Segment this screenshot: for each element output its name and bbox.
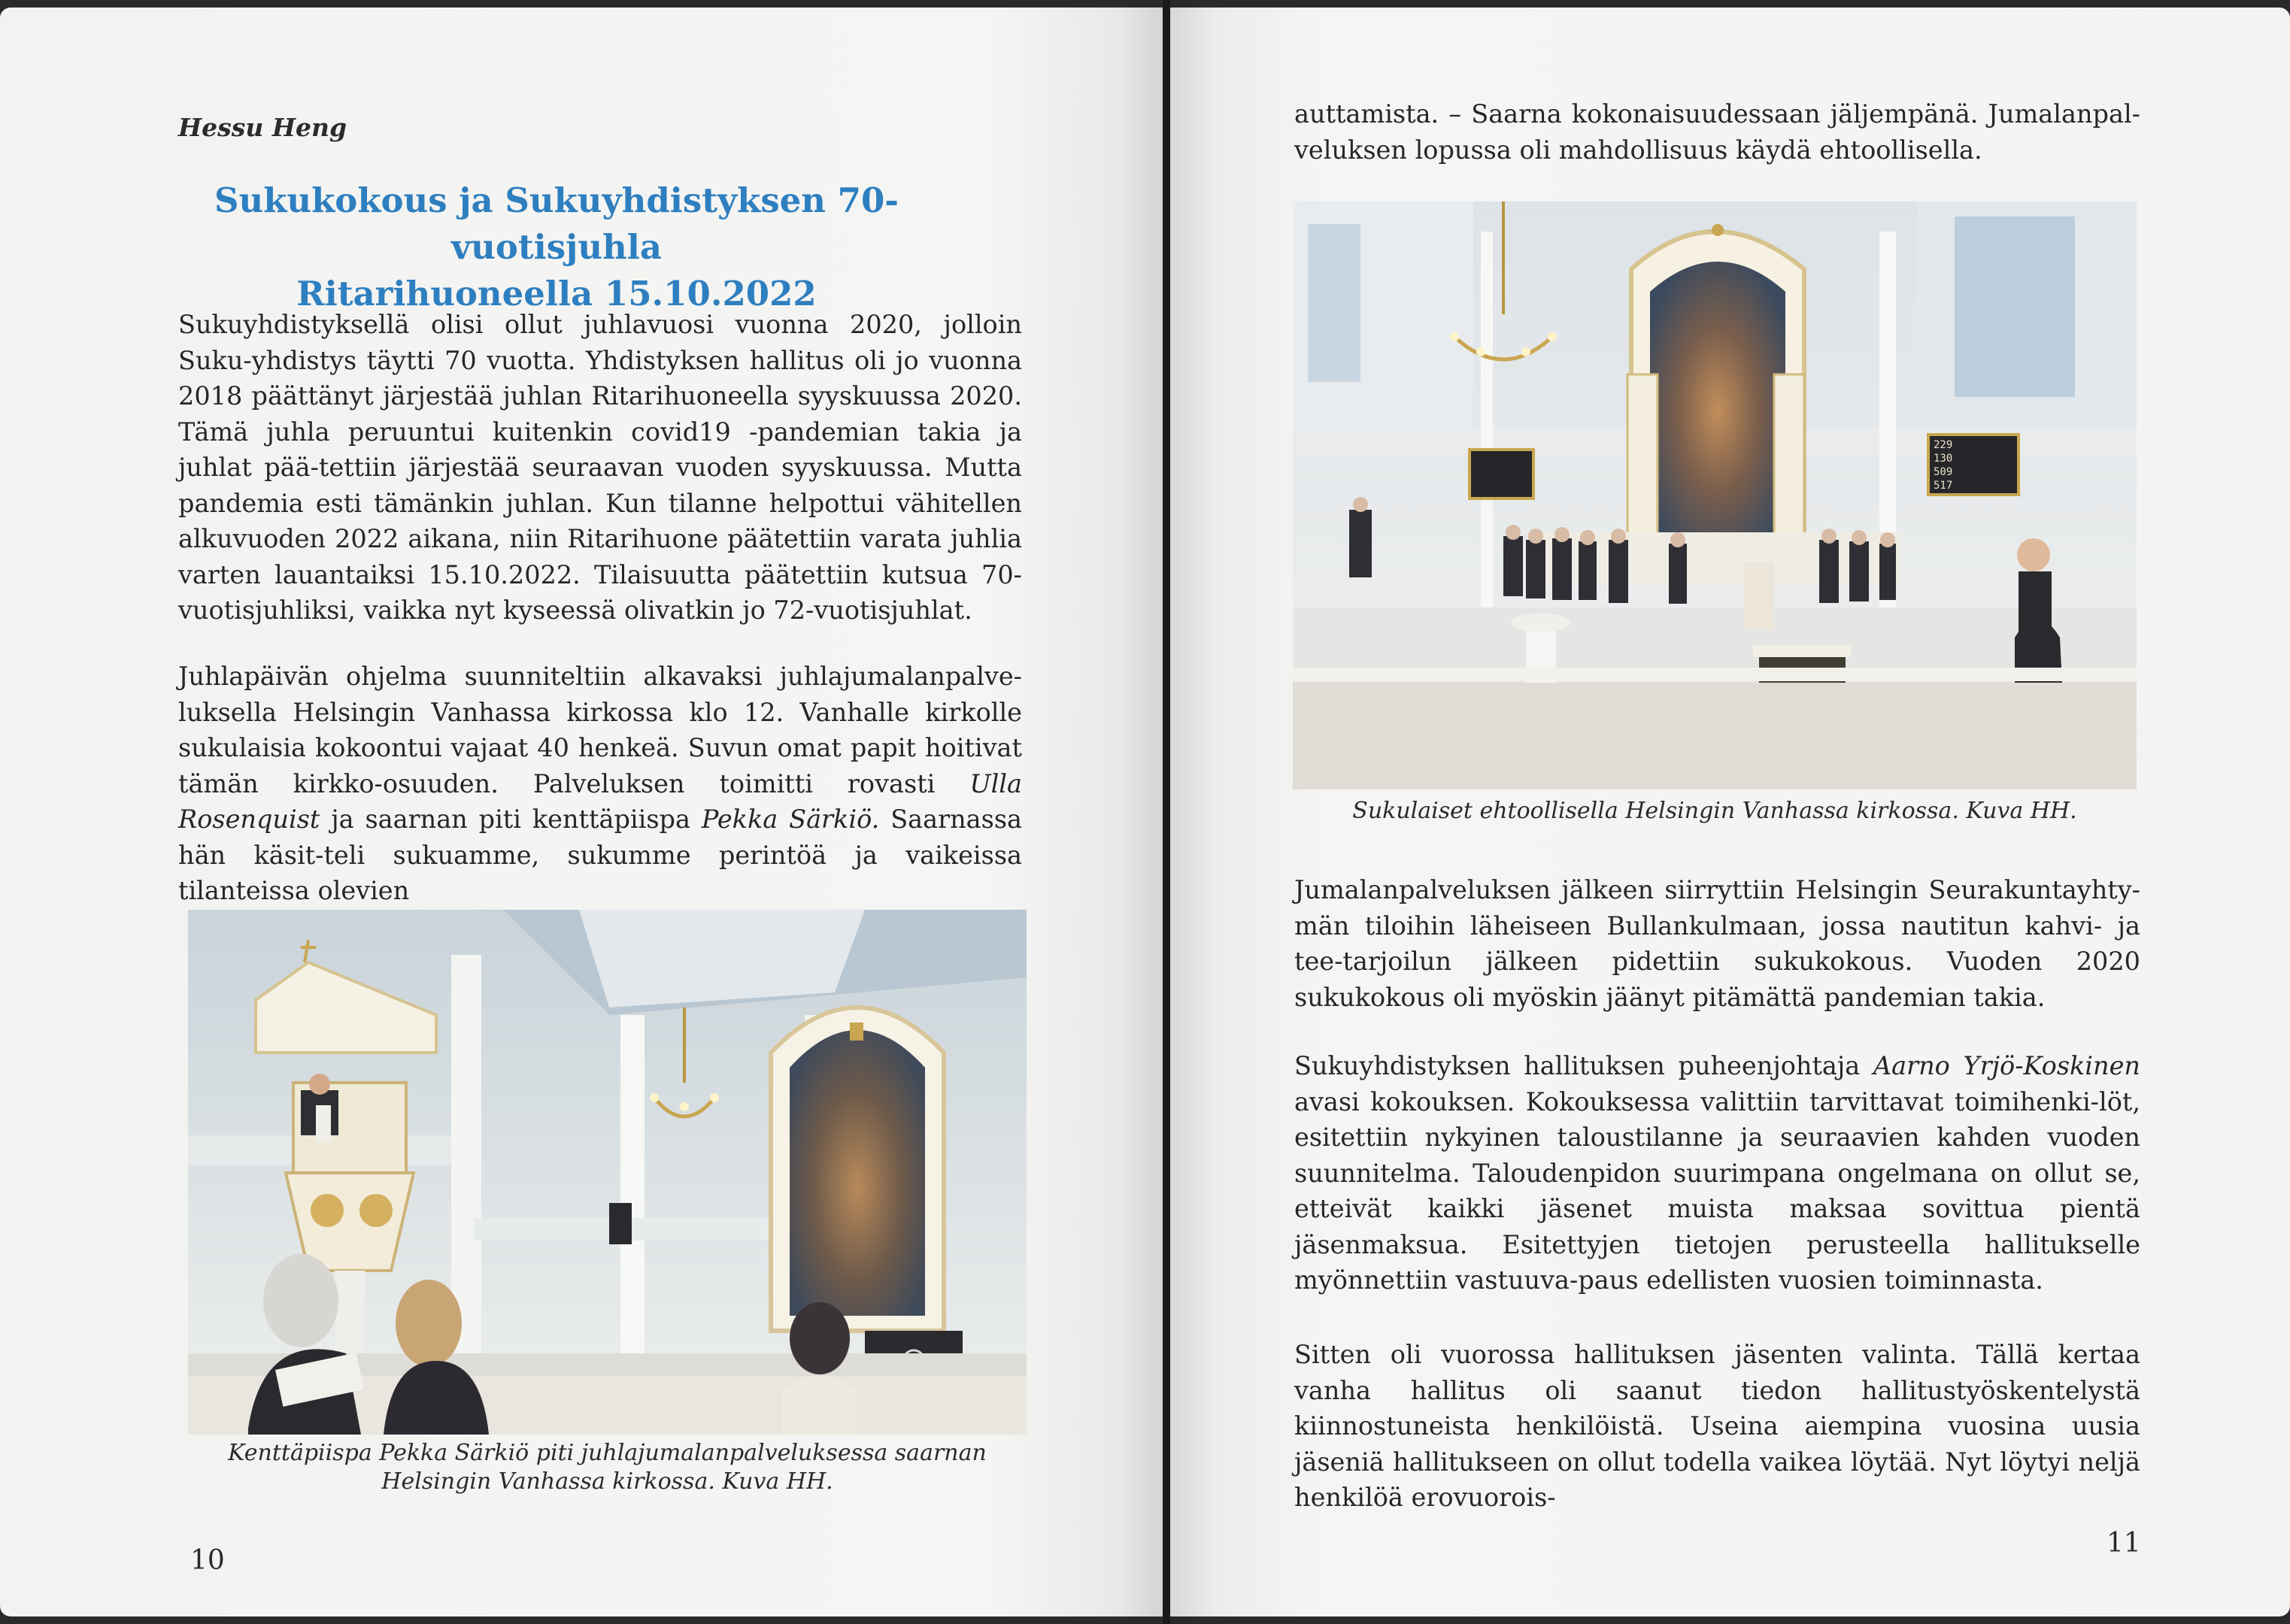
paragraph-2-text-c: Saarnassa hän käsit-teli sukuamme, sukumme perintöä ja vaikeissa tilanteissa olevien — [178, 804, 1023, 905]
paragraph-5: Sitten oli vuorossa hallituksen jäsenten valinta. Tällä kertaa vanha hallitus oli saanut tiedon hallitustyöskentelystä kiinnostuneista henkilöistä. Useina aiempina vuosina uusia jäseniä hallitukseen on ollut todella vaikea löytää. Nyt löytyi neljä henkilöä erovuorois- — [1294, 1340, 2140, 1512]
paragraph-4 — [1294, 1048, 2140, 1298]
church-pulpit-photo — [188, 910, 1027, 1435]
paragraph-3: Jumalanpalveluksen jälkeen siirryttiin Helsingin Seurakuntayhty-män tiloihin läheiseen Bullankulmaan, jossa nautitun kahvi- ja tee-tarjoilun jälkeen pidettiin sukukokous. Vuoden 2020 sukukokous oli myöskin jäänyt pitämättä pandemian takia. — [1294, 875, 2140, 1012]
hymn-number-4: 517 — [1934, 480, 1953, 492]
article-title — [113, 177, 1000, 317]
title-line-1: Sukukokous ja Sukuyhdistyksen 70-vuotisjuhla — [214, 180, 899, 267]
right-page — [1170, 8, 2290, 1616]
hymn-number-3: 509 — [1934, 466, 1953, 478]
paragraph-continued: auttamista. – Saarna kokonaisuudessaan jäljempänä. Jumalanpal-veluksen lopussa oli mahdollisuus käydä ehtoollisella. — [1294, 99, 2140, 165]
priest-name: Ulla Rosenquist — [178, 768, 1022, 834]
left-caption-line-1: Kenttäpiispa Pekka Särkiö piti juhlajumalanpalveluksessa saarnan — [228, 1440, 987, 1466]
bishop-name: Pekka Särkiö. — [701, 804, 880, 834]
page-number-right: 11 — [2106, 1528, 2141, 1559]
title-line-2: Ritarihuoneella 15.10.2022 — [296, 274, 817, 314]
church-communion-photo — [1293, 201, 2137, 789]
paragraph-2-text-a: Juhlapäivän ohjelma suunniteltiin alkavaksi juhlajumalanpalve-luksella Helsingin Vanhassa kirkossa klo 12. Vanhalle kirkolle sukulaisia kokoontui vajaat 40 henkeä. Suvun omat papit hoitivat tämän kirkko-osuuden. Palveluksen toimitti rovasti — [178, 662, 1022, 798]
left-photo-caption — [188, 1439, 1027, 1496]
book-gutter — [1163, 0, 1170, 1624]
left-page — [0, 8, 1163, 1616]
right-photo-caption: Sukulaiset ehtoollisella Helsingin Vanhassa kirkossa. Kuva HH. — [1352, 798, 2077, 824]
hymn-number-2: 130 — [1934, 453, 1953, 465]
page-number-left: 10 — [190, 1545, 225, 1576]
church-communion-illustration — [1293, 201, 2137, 789]
left-caption-line-2: Helsingin Vanhassa kirkossa. Kuva HH. — [381, 1468, 833, 1495]
chairman-name: Aarno Yrjö-Koskinen — [1873, 1051, 2140, 1080]
paragraph-1: Sukuyhdistyksellä olisi ollut juhlavuosi vuonna 2020, jolloin Suku-yhdistys täytti 70 vuotta. Yhdistyksen hallitus oli jo vuonna 2018 päättänyt järjestää juhlan Ritarihuoneella syyskuussa 2020. Tämä juhla peruuntui kuitenkin covid19 -pandemian takia ja juhlat pää-tettiin järjestää seuraavan vuoden syyskuussa. Mutta pandemia esti tämänkin juhlan. Kun tilanne helpottui vähitellen alkuvuoden 2022 aikana, niin Ritarihuone päätettiin varata juhlia varten lauantaiksi 15.10.2022. Tilaisuutta päätettiin kutsua 70-vuotisjuhliksi, vaikka nyt kyseessä olivatkin jo 72-vuotisjuhlat. — [178, 310, 1022, 625]
author-name: Hessu Heng — [178, 113, 347, 142]
paragraph-4-text-b: avasi kokouksen. Kokouksessa valittiin tarvittavat toimihenki-löt, esitettiin nykyinen taloustilanne ja seuraavien kahden vuoden suunnitelma. Taloudenpidon suurimpana ongelmana on ollut se, etteivät kaikki jäsenet muista maksaa sovittua pientä jäsenmaksua. Esitettyjen tietojen perusteella hallitukselle myönnettiin vastuuva-paus edellisten vuosien toiminnasta. — [1294, 1086, 2140, 1295]
church-pulpit-illustration — [188, 910, 1027, 1435]
paragraph-2-text-b: ja saarnan piti kenttäpiispa — [320, 804, 702, 834]
paragraph-4-text-a: Sukuyhdistyksen hallituksen puheenjohtaja — [1294, 1051, 1873, 1080]
hymn-number-1: 229 — [1934, 439, 1953, 451]
paragraph-2 — [178, 659, 1022, 909]
